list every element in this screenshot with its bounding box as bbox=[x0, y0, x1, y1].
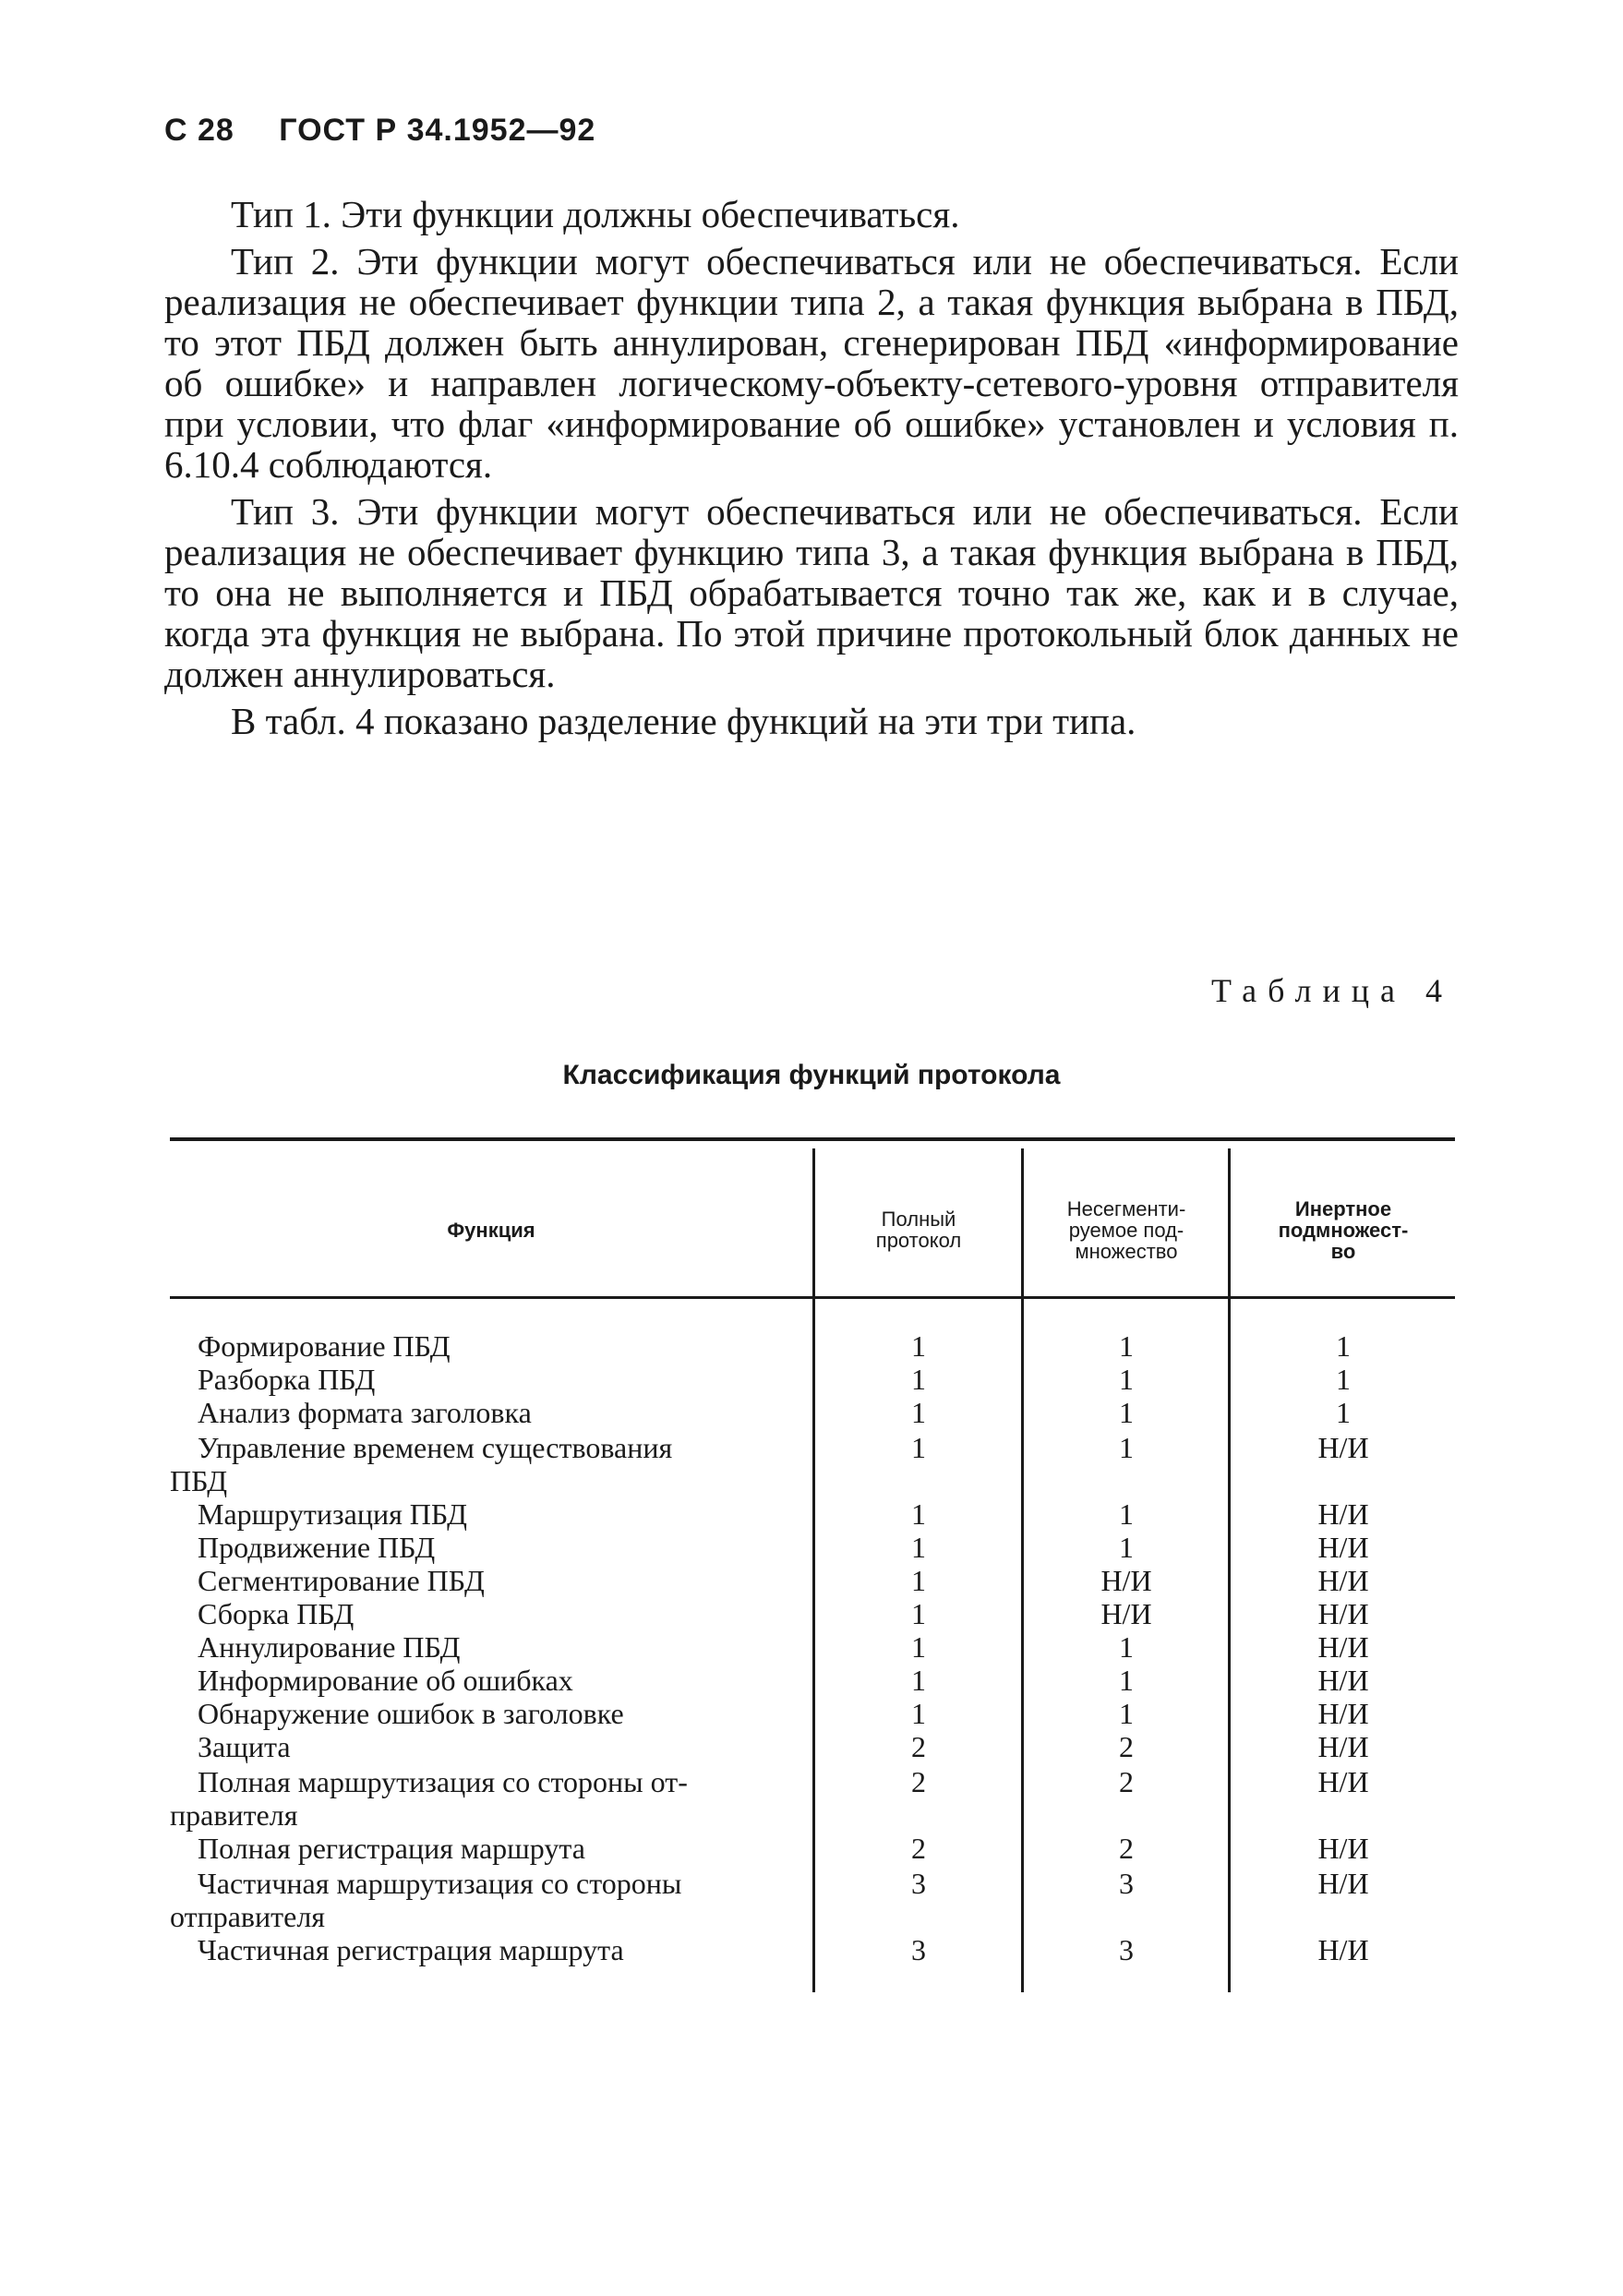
inert-value: Н/И bbox=[1317, 1933, 1369, 1966]
nonsegmented-value: 1 bbox=[1119, 1531, 1134, 1564]
full-protocol-value: 1 bbox=[911, 1497, 926, 1531]
function-name-continuation: ПБД bbox=[170, 1464, 228, 1497]
nonsegmented-value: Н/И bbox=[1100, 1597, 1152, 1630]
nonsegmented-value: 1 bbox=[1119, 1329, 1134, 1363]
function-name-continuation: отправителя bbox=[170, 1900, 325, 1933]
full-protocol-value: 1 bbox=[911, 1531, 926, 1564]
page-number: С 28 bbox=[164, 113, 234, 148]
inert-value: Н/И bbox=[1317, 1697, 1369, 1730]
table-caption: Таблица 4 bbox=[1211, 972, 1453, 1009]
header-full-protocol: Полный протокол bbox=[875, 1208, 962, 1252]
inert-value: 1 bbox=[1336, 1363, 1351, 1396]
nonsegmented-value: Н/И bbox=[1100, 1564, 1152, 1597]
full-protocol-value: 1 bbox=[911, 1564, 926, 1597]
full-protocol-value: 2 bbox=[911, 1730, 926, 1763]
inert-value: 1 bbox=[1336, 1329, 1351, 1363]
header-function: Функция bbox=[447, 1218, 535, 1242]
table-row bbox=[170, 1730, 1455, 1763]
paragraph: Тип 1. Эти функции должны обеспечиваться. bbox=[231, 193, 960, 235]
nonsegmented-value: 1 bbox=[1119, 1630, 1134, 1664]
table-row bbox=[170, 1867, 1455, 1933]
full-protocol-value: 1 bbox=[911, 1697, 926, 1730]
full-protocol-value: 3 bbox=[911, 1933, 926, 1966]
table-row bbox=[170, 1832, 1455, 1865]
table-row bbox=[170, 1597, 1455, 1630]
function-name: Частичная маршрутизация со стороны bbox=[198, 1867, 682, 1900]
function-name: Сегментирование ПБД bbox=[198, 1564, 485, 1597]
function-name: Продвижение ПБД bbox=[198, 1531, 436, 1564]
inert-value: Н/И bbox=[1317, 1531, 1369, 1564]
full-protocol-value: 3 bbox=[911, 1867, 926, 1900]
nonsegmented-value: 1 bbox=[1119, 1664, 1134, 1697]
function-name: Управление временем существования bbox=[198, 1431, 673, 1464]
inert-value: Н/И bbox=[1317, 1867, 1369, 1900]
function-name: Анализ формата заголовка bbox=[198, 1396, 532, 1429]
full-protocol-value: 2 bbox=[911, 1832, 926, 1865]
table-top-rule bbox=[170, 1137, 1455, 1141]
header-nonsegmented-subset: Несегменти- руемое под- множество bbox=[1066, 1196, 1186, 1263]
function-name: Формирование ПБД bbox=[198, 1329, 451, 1363]
full-protocol-value: 1 bbox=[911, 1630, 926, 1664]
nonsegmented-value: 1 bbox=[1119, 1396, 1134, 1429]
nonsegmented-value: 3 bbox=[1119, 1867, 1134, 1900]
table-body bbox=[170, 1329, 1455, 1966]
table-row bbox=[170, 1431, 1455, 1497]
function-name: Полная маршрутизация со стороны от- bbox=[198, 1765, 688, 1798]
function-name: Разборка ПБД bbox=[198, 1363, 376, 1396]
function-name: Защита bbox=[198, 1730, 291, 1763]
full-protocol-value: 1 bbox=[911, 1597, 926, 1630]
nonsegmented-value: 1 bbox=[1119, 1697, 1134, 1730]
paragraph: В табл. 4 показано разделение функций на эти три типа. bbox=[231, 700, 1136, 742]
inert-value: Н/И bbox=[1317, 1664, 1369, 1697]
table-row bbox=[170, 1630, 1455, 1664]
full-protocol-value: 1 bbox=[911, 1396, 926, 1429]
nonsegmented-value: 1 bbox=[1119, 1431, 1134, 1464]
function-name: Информирование об ошибках bbox=[198, 1664, 573, 1697]
function-name-continuation: правителя bbox=[170, 1798, 298, 1832]
paragraph: Тип 2. Эти функции могут обеспечиваться или не обеспечиваться. Если реализация не обеспечивает функции типа 2, а такая функция выбрана в ПБД, то этот ПБД должен быть аннулирован, сгенерирован ПБД «информирование об ошибке» и направлен логическому-объекту-сетевого-уровня отправителя при условии, что флаг «информирование об ошибке» установлен и условия п. 6.10.4 соблюдаются. bbox=[164, 240, 1459, 486]
function-name: Сборка ПБД bbox=[198, 1597, 355, 1630]
full-protocol-value: 1 bbox=[911, 1431, 926, 1464]
table-row bbox=[170, 1933, 1455, 1966]
function-name: Аннулирование ПБД bbox=[198, 1630, 461, 1664]
page-header bbox=[164, 113, 631, 149]
table-title: Классификация функций протокола bbox=[562, 1060, 1061, 1090]
full-protocol-value: 1 bbox=[911, 1363, 926, 1396]
table-row bbox=[170, 1697, 1455, 1730]
full-protocol-value: 2 bbox=[911, 1765, 926, 1798]
nonsegmented-value: 3 bbox=[1119, 1933, 1134, 1966]
table-row bbox=[170, 1531, 1455, 1564]
nonsegmented-value: 1 bbox=[1119, 1497, 1134, 1531]
inert-value: Н/И bbox=[1317, 1497, 1369, 1531]
inert-value: Н/И bbox=[1317, 1630, 1369, 1664]
function-name: Полная регистрация маршрута bbox=[198, 1832, 585, 1865]
inert-value: Н/И bbox=[1317, 1597, 1369, 1630]
function-name: Обнаружение ошибок в заголовке bbox=[198, 1697, 624, 1730]
inert-value: Н/И bbox=[1317, 1832, 1369, 1865]
table-row bbox=[170, 1497, 1455, 1531]
classification-table bbox=[170, 1137, 1455, 1992]
body-text bbox=[164, 194, 1459, 748]
function-name: Частичная регистрация маршрута bbox=[198, 1933, 624, 1966]
header-inert-subset: Инертное подмножест- во bbox=[1278, 1196, 1409, 1263]
inert-value: Н/И bbox=[1317, 1765, 1369, 1798]
nonsegmented-value: 2 bbox=[1119, 1832, 1134, 1865]
nonsegmented-value: 1 bbox=[1119, 1363, 1134, 1396]
table-row bbox=[170, 1363, 1455, 1396]
table-row bbox=[170, 1765, 1455, 1832]
table-row bbox=[170, 1329, 1455, 1363]
standard-designation: ГОСТ Р 34.1952—92 bbox=[279, 113, 596, 148]
inert-value: Н/И bbox=[1317, 1730, 1369, 1763]
full-protocol-value: 1 bbox=[911, 1664, 926, 1697]
table-row bbox=[170, 1664, 1455, 1697]
inert-value: Н/И bbox=[1317, 1564, 1369, 1597]
inert-value: 1 bbox=[1336, 1396, 1351, 1429]
function-name: Маршрутизация ПБД bbox=[198, 1497, 467, 1531]
nonsegmented-value: 2 bbox=[1119, 1730, 1134, 1763]
table-row bbox=[170, 1564, 1455, 1597]
table-row bbox=[170, 1396, 1455, 1429]
paragraph: Тип 3. Эти функции могут обеспечиваться или не обеспечиваться. Если реализация не обеспечивает функцию типа 3, а такая функция выбрана в ПБД, то она не выполняется и ПБД обрабатывается точно так же, как и в случае, когда эта функция не выбрана. По этой причине протокольный блок данных не должен аннулироваться. bbox=[164, 490, 1459, 695]
full-protocol-value: 1 bbox=[911, 1329, 926, 1363]
inert-value: Н/И bbox=[1317, 1431, 1369, 1464]
nonsegmented-value: 2 bbox=[1119, 1765, 1134, 1798]
